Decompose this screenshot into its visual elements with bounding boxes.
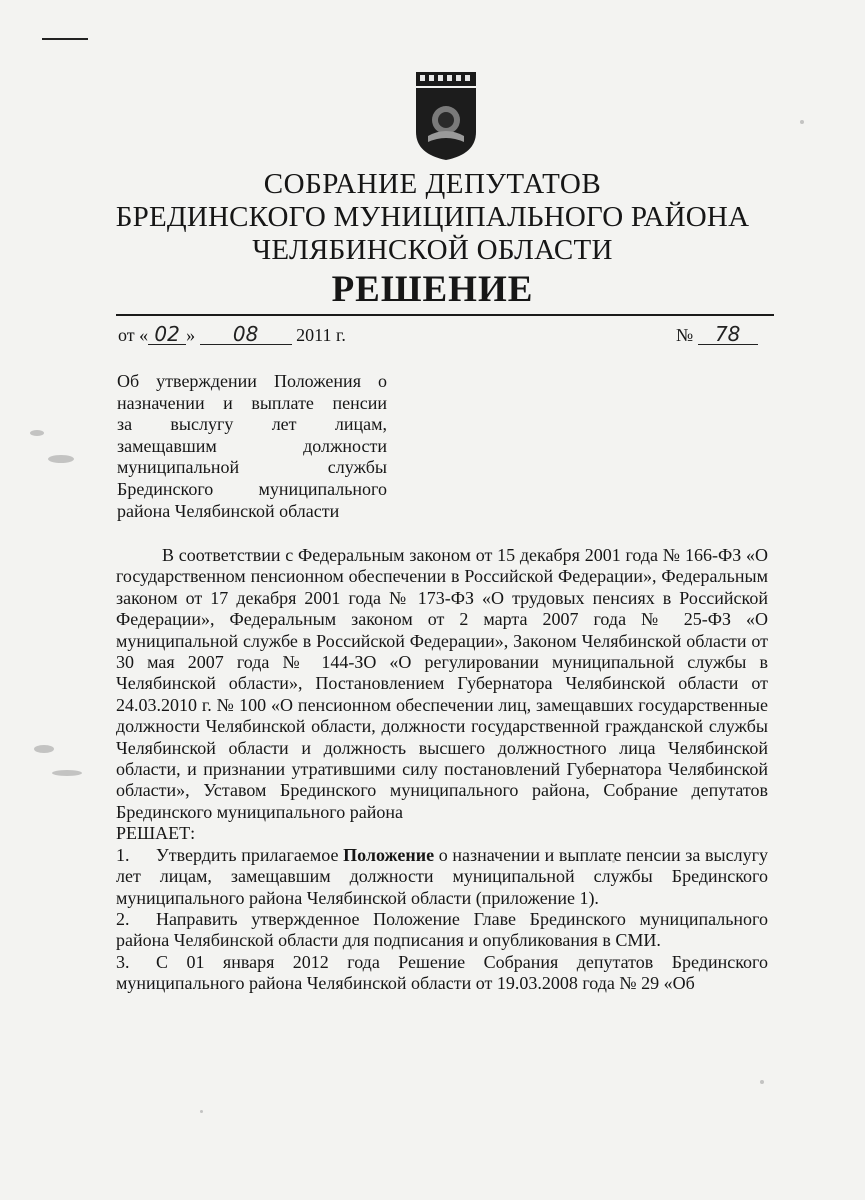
number-value: 78 xyxy=(698,324,758,345)
header-assembly-title: СОБРАНИЕ ДЕПУТАТОВ xyxy=(263,168,602,200)
header-divider xyxy=(116,314,774,316)
subject-line: замещавшим должности xyxy=(117,435,387,456)
subject-line: муниципальной службы xyxy=(117,457,387,478)
decides-heading: РЕШАЕТ: xyxy=(116,823,196,844)
item-text: Направить утвержденное Положение Главе Брединского муниципального района Челябинской области для подписания и опубликования в СМИ. xyxy=(116,908,768,951)
date-month: 08 xyxy=(200,324,292,345)
item-bold-term: Положение xyxy=(343,844,435,865)
document-date xyxy=(118,324,346,346)
preamble-paragraph: В соответствии с Федеральным законом от 15 декабря 2001 года № 166-ФЗ «О государственном пенсионном обеспечении в Российской Федерации», Федеральным законом от 17 декабря 2001 года № 173-ФЗ «О трудовых пенсиях в Российской Федерации», Федеральным законом от 2 марта 2007 года № 25-ФЗ «О муниципальной службе в Российской Федерации», Законом Челябинской области от 30 мая 2007 года № 144-ЗО «О регулировании муниципальной службы в Челябинской области», Постановлением Губернатора Челябинской области от 24.03.2010 г. № 100 «О пенсионном обеспечении лиц, замещавших государственные должности Челябинской области, должности государственной гражданской службы Челябинской области и должность высшего должностного лица Челябинской области, и признании утратившими силу постановлений Губернатора Челябинской области», Уставом Брединского муниципального района, Собрание депутатов Брединского муниципального района xyxy=(116,545,768,822)
subject-line: Брединского муниципального xyxy=(117,478,387,499)
header-district-title: БРЕДИНСКОГО МУНИЦИПАЛЬНОГО РАЙОНА xyxy=(115,201,750,233)
document-number xyxy=(676,324,758,346)
number-prefix: № xyxy=(676,325,694,345)
item-number: 1. xyxy=(116,844,130,865)
item-text: о назначении и выплате пенсии за выслугу лет лицам, замещавшим должности муниципальной службы Брединского муниципального района Челябинской области (приложение 1). xyxy=(116,844,768,908)
resolution-item-3 xyxy=(116,952,768,995)
item-text: С 01 января 2012 года Решение Собрания депутатов Брединского муниципального района Челябинской области от 19.03.2008 года № 29 «Об xyxy=(116,951,768,994)
item-text: Утвердить прилагаемое xyxy=(156,844,344,865)
subject-line: района Челябинской области xyxy=(117,500,340,521)
date-day: 02 xyxy=(148,324,186,345)
coat-of-arms-emblem xyxy=(414,70,478,162)
date-prefix: от « xyxy=(118,325,149,345)
resolution-item-1 xyxy=(116,845,768,909)
document-body xyxy=(116,545,768,995)
date-separator: » xyxy=(186,325,196,345)
resolution-item-2 xyxy=(116,909,768,952)
subject-line: назначении и выплате пенсии xyxy=(117,392,387,413)
header-region-title: ЧЕЛЯБИНСКОЙ ОБЛАСТИ xyxy=(252,234,613,266)
subject-line: Об утверждении Положения о xyxy=(117,371,387,391)
document-type-title: РЕШЕНИЕ xyxy=(331,269,534,310)
item-number: 3. xyxy=(116,951,130,972)
corner-scan-mark xyxy=(42,38,88,40)
date-year: 2011 г. xyxy=(296,325,346,345)
document-subject xyxy=(117,371,387,522)
subject-line: за выслугу лет лицам, xyxy=(117,414,387,435)
item-number: 2. xyxy=(116,908,130,929)
